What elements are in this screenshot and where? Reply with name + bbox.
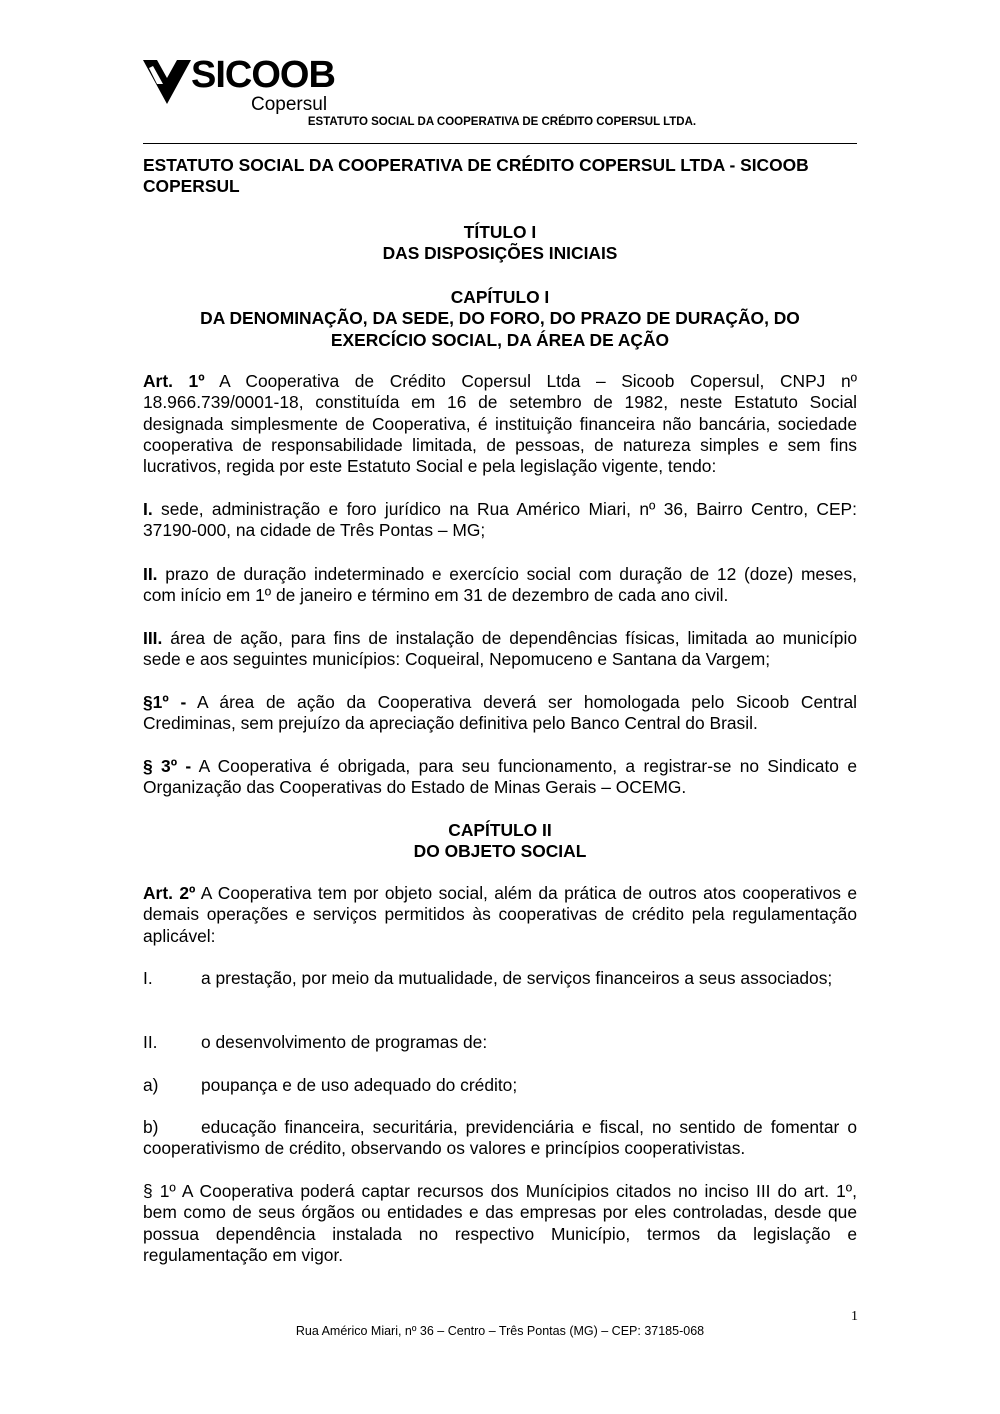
sicoob-logo (143, 54, 343, 118)
item-label: I. (143, 968, 153, 988)
article-1-item-ii (143, 564, 857, 607)
chapter-2-heading (143, 820, 857, 863)
article-1-paragraph-1 (143, 692, 857, 735)
item-text: educação financeira, securitária, previdenciária e fiscal, no sentido de fomentar o cooperativismo de crédito, observando os valores e princípios cooperativistas. (143, 1117, 857, 1159)
titulo-label: TÍTULO I (463, 222, 537, 242)
item-text: poupança e de uso adequado do crédito; (201, 1075, 518, 1095)
item-text: o desenvolvimento de programas de: (201, 1032, 488, 1052)
item-lead: II. (143, 564, 158, 584)
item-text: a prestação, por meio da mutualidade, de serviços financeiros a seus associados; (201, 968, 833, 988)
article-2-lead: Art. 2º (143, 883, 196, 903)
article-2-text: A Cooperativa tem por objeto social, além da prática de outros atos cooperativos e demais operações e serviços permitidos às cooperativas de crédito pela regulamentação aplicável: (143, 883, 857, 946)
paragraph-text: A área de ação da Cooperativa deverá ser homologada pelo Sicoob Central Crediminas, sem prejuízo da apreciação definitiva pelo Banco Central do Brasil. (143, 692, 857, 734)
paragraph-text: A Cooperativa é obrigada, para seu funcionamento, a registrar-se no Sindicato e Organização das Cooperativas do Estado de Minas Gerais – OCEMG. (143, 756, 857, 798)
chapter-2-label: CAPÍTULO II (448, 820, 552, 840)
article-1-text: A Cooperativa de Crédito Copersul Ltda – Sicoob Copersul, CNPJ nº 18.966.739/0001-18, constituída em 16 de setembro de 1982, neste Estatuto Social designada simplesmente de Cooperativa, é instituição financeira não bancária, sociedade cooperativa de responsabilidade limitada, de pessoas, de natureza simples e sem fins lucrativos, regida por este Estatuto Social e pela legislação vigente, tendo: (143, 371, 857, 477)
article-1-paragraph-3 (143, 756, 857, 799)
titulo-name: DAS DISPOSIÇÕES INICIAIS (382, 243, 618, 264)
item-label: II. (143, 1032, 158, 1052)
titulo-heading (143, 222, 857, 265)
logo-brand: SICOOB (191, 54, 335, 96)
item-lead: I. (143, 499, 153, 519)
article-2-item-b (143, 1117, 857, 1160)
document-title: ESTATUTO SOCIAL DA COOPERATIVA DE CRÉDITO COPERSUL LTDA - SICOOB COPERSUL (143, 155, 809, 197)
article-1-item-i (143, 499, 857, 542)
article-2-item-a (143, 1075, 857, 1096)
article-2-paragraph-1: § 1º A Cooperativa poderá captar recursos dos Munícipios citados no inciso III do art. 1º, bem como de seus órgãos ou entidades e das empresas por eles controladas, desde que possua dependência instalada no respectivo Município, termos da legislação e regulamentação em vigor. (143, 1181, 857, 1265)
page-footer: Rua Américo Miari, nº 36 – Centro – Três Pontas (MG) – CEP: 37185-068 (295, 1324, 705, 1338)
sicoob-logo-icon (143, 60, 191, 106)
article-1-item-iii (143, 628, 857, 671)
logo-sub: Copersul (251, 94, 328, 115)
item-text: prazo de duração indeterminado e exercício social com duração de 12 (doze) meses, com início em 1º de janeiro e término em 31 de dezembro de cada ano civil. (143, 564, 857, 606)
paragraph-lead: § 3º - (143, 756, 192, 776)
item-label: b) (143, 1117, 159, 1137)
item-text: área de ação, para fins de instalação de dependências físicas, limitada ao município sede e aos seguintes municípios: Coqueiral, Nepomuceno e Santana da Vargem; (143, 628, 857, 670)
item-lead: III. (143, 628, 163, 648)
page-number: 1 (851, 1309, 858, 1324)
article-2-item-ii (143, 1032, 857, 1053)
chapter-1-label: CAPÍTULO I (450, 287, 550, 307)
article-1 (143, 371, 857, 477)
chapter-1-heading (143, 287, 857, 351)
header-rule (143, 143, 857, 144)
chapter-2-name: DO OBJETO SOCIAL (413, 841, 587, 862)
chapter-1-name-1: DA DENOMINAÇÃO, DA SEDE, DO FORO, DO PRAZO DE DURAÇÃO, DO (200, 308, 800, 329)
article-2-item-i (143, 968, 857, 989)
running-header: ESTATUTO SOCIAL DA COOPERATIVA DE CRÉDITO COPERSUL LTDA. (307, 116, 697, 128)
chapter-1-name-2: EXERCÍCIO SOCIAL, DA ÁREA DE AÇÃO (330, 329, 670, 350)
item-text: sede, administração e foro jurídico na Rua Américo Miari, nº 36, Bairro Centro, CEP: 37190-000, na cidade de Três Pontas – MG; (143, 499, 857, 541)
item-label: a) (143, 1075, 159, 1095)
article-1-lead: Art. 1º (143, 371, 205, 391)
article-2 (143, 883, 857, 947)
paragraph-lead: §1º - (143, 692, 187, 712)
